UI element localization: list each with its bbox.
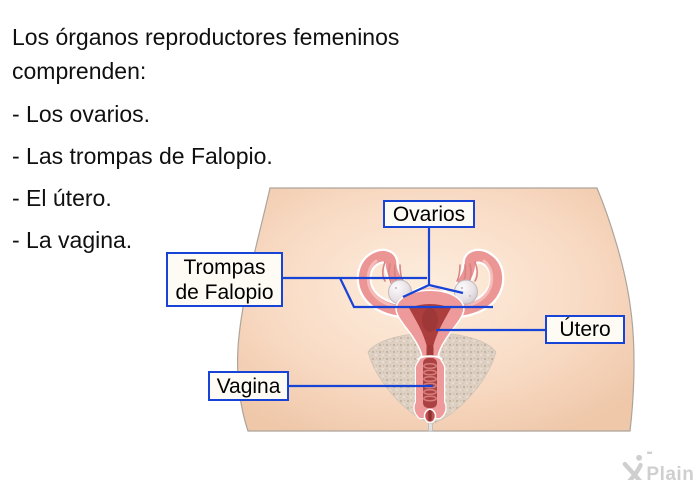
xplain-x-icon	[618, 453, 647, 480]
xplain-logo	[618, 442, 700, 480]
uterus-cavity-shade	[422, 308, 438, 332]
vaginal-opening-slit	[428, 410, 431, 421]
follicle-dot	[395, 287, 397, 289]
label-ovaries: Ovarios	[383, 200, 475, 228]
label-fallopian-tubes: Trompas de Falopio	[166, 252, 283, 307]
bullet-tubes: - Las trompas de Falopio.	[12, 143, 273, 169]
bullet-vagina: - La vagina.	[12, 227, 133, 253]
logo-text: -Plain	[646, 442, 695, 480]
bullet-ovaries: - Los ovarios.	[12, 101, 151, 127]
follicle-dot	[461, 287, 463, 289]
follicle-dot	[469, 295, 471, 297]
label-vagina: Vagina	[208, 371, 289, 401]
label-uterus: Útero	[545, 315, 625, 344]
intro-title: Los órganos reproductores femeninos comprenden:	[12, 24, 400, 84]
bullet-uterus: - El útero.	[12, 185, 112, 211]
